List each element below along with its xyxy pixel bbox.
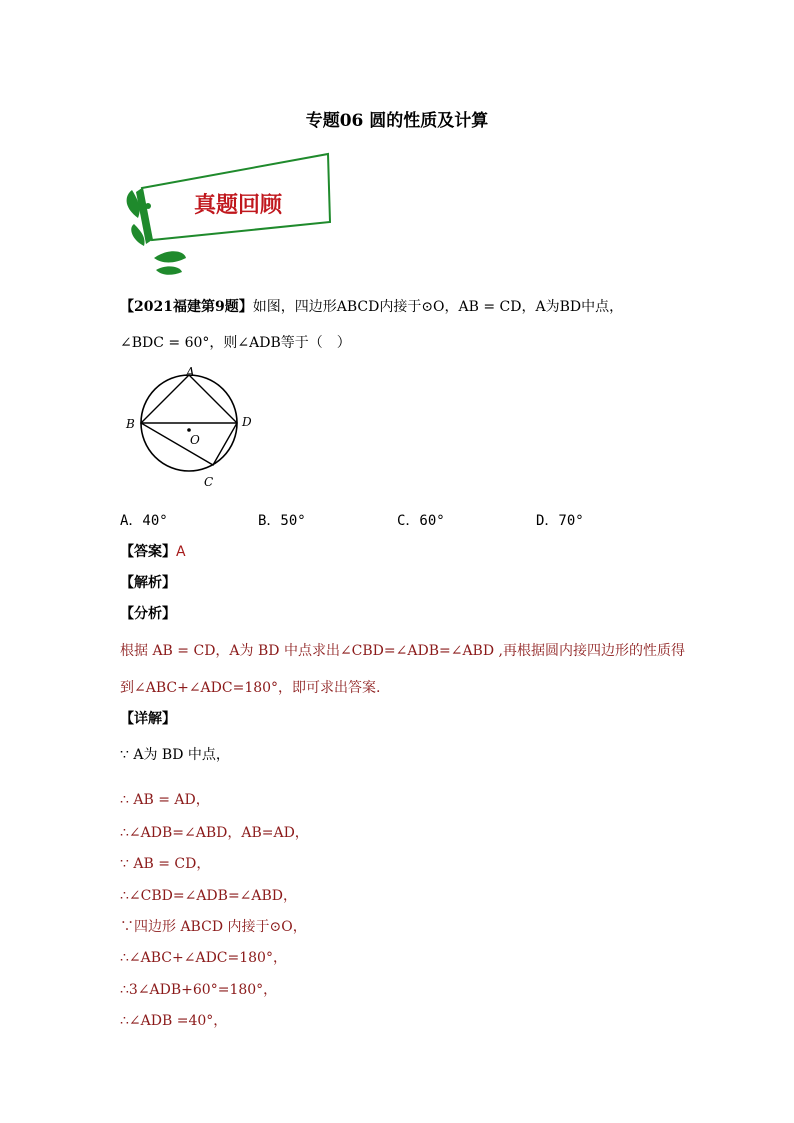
label-a: A <box>186 365 195 379</box>
fenxi-label: 【分析】 <box>120 606 176 622</box>
label-c: C <box>204 475 214 489</box>
detail-line-6: ∵四边形 ABCD 内接于⊙O， <box>120 919 307 935</box>
label-o: O <box>190 433 200 447</box>
fenxi-line-1: 根据 AB = CD，A为 BD 中点求出∠CBD=∠ADB=∠ABD ,再根据圆内接四边形的性质得 <box>120 643 685 659</box>
choice-c: C．60° <box>397 513 445 529</box>
label-d: D <box>242 415 252 429</box>
detail-line-5: ∴∠CBD=∠ADB=∠ABD， <box>120 888 298 904</box>
page-title: 专题06 圆的性质及计算 <box>305 111 489 131</box>
label-b: B <box>126 417 135 431</box>
detail-line-7: ∴∠ABC+∠ADC=180°， <box>120 950 287 966</box>
detail-line-2: ∴ AB = AD， <box>120 792 210 808</box>
answer-label: 【答案】 <box>120 544 176 560</box>
analysis-label: 【解析】 <box>120 575 176 591</box>
answer-line <box>120 541 186 561</box>
choice-b: B．50° <box>258 513 306 529</box>
detail-line-3: ∴∠ADB=∠ABD，AB=AD， <box>120 825 309 841</box>
question-line-2: ∠BDC = 60°，则∠ADB等于（ ） <box>120 335 351 351</box>
question-line-1 <box>120 296 623 316</box>
banner-title: 真题回顾 <box>194 192 283 218</box>
choice-d: D．70° <box>536 513 584 529</box>
answer-value: A <box>176 544 186 560</box>
fenxi-line-2: 到∠ABC+∠ADC=180°，即可求出答案. <box>120 680 381 696</box>
choice-a: A．40° <box>120 513 168 529</box>
detail-line-1: ∵ A为 BD 中点， <box>120 747 230 763</box>
detail-label: 【详解】 <box>120 711 176 727</box>
geometry-figure <box>118 362 268 492</box>
detail-line-9: ∴∠ADB =40°， <box>120 1013 228 1029</box>
question-source: 【2021福建第9题】 <box>120 299 253 315</box>
detail-line-8: ∴3∠ADB+60°=180°， <box>120 982 278 998</box>
question-text-1: 如图，四边形ABCD内接于⊙O，AB = CD，A为BD中点， <box>252 299 624 315</box>
detail-line-4: ∵ AB = CD， <box>120 856 211 872</box>
